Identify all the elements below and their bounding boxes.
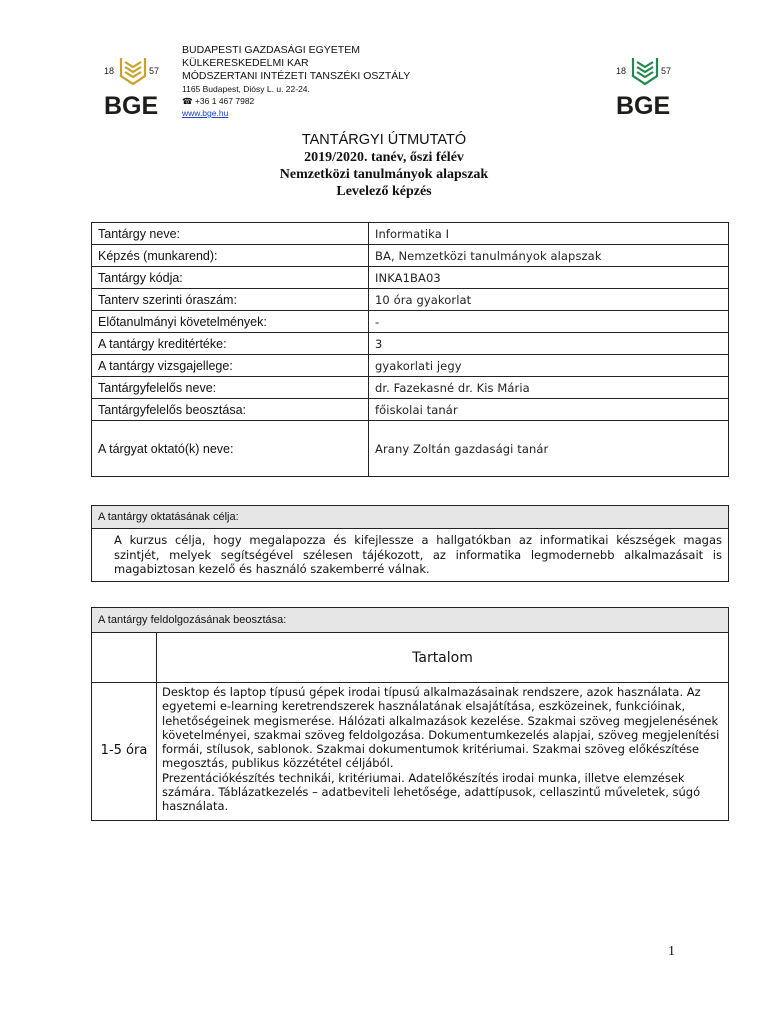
document-title <box>0 132 768 200</box>
table-row: Képzés (munkarend): BA, Nemzetközi tanulmányok alapszak <box>92 245 729 267</box>
table-row: Tanterv szerinti óraszám: 10 óra gyakorlat <box>92 289 729 311</box>
logo-text: BGE <box>104 92 159 120</box>
table-row: A tárgyat oktató(k) neve: Arany Zoltán gazdasági tanár <box>92 421 729 477</box>
time-column-header <box>92 633 157 683</box>
title-year: 2019/2020. tanév, őszi félév <box>304 150 464 165</box>
session-time: 1-5 óra <box>92 683 157 821</box>
title-main: TANTÁRGYI ÚTMUTATÓ <box>301 132 467 148</box>
logo-emblem-icon <box>121 58 145 84</box>
logo-emblem-icon <box>633 58 657 84</box>
title-mode: Levelező képzés <box>336 184 432 199</box>
course-info-table <box>91 222 729 477</box>
page-number: 1 <box>668 944 675 959</box>
website-link[interactable]: www.bge.hu <box>182 108 229 118</box>
institution-name: BUDAPESTI GAZDASÁGI EGYETEM <box>182 44 360 56</box>
institution-header <box>182 44 410 120</box>
bge-logo-right <box>612 56 678 122</box>
course-plan-table <box>91 607 729 821</box>
svg-text:57: 57 <box>661 66 672 76</box>
table-row: Tantárgyfelelős neve: dr. Fazekasné dr. Kis Mária <box>92 377 729 399</box>
table-row: Előtanulmányi követelmények: - <box>92 311 729 333</box>
goal-header: A tantárgy oktatásának célja: <box>92 506 729 529</box>
table-row <box>92 683 729 821</box>
department-name: MÓDSZERTANI INTÉZETI TANSZÉKI OSZTÁLY <box>182 70 411 82</box>
title-program: Nemzetközi tanulmányok alapszak <box>279 167 489 182</box>
svg-text:BGE: BGE <box>616 92 671 120</box>
address: 1165 Budapest, Diósy L. u. 22-24. <box>182 84 310 94</box>
plan-header: A tantárgy feldolgozásának beosztása: <box>92 608 729 633</box>
phone: ☎ +36 1 467 7982 <box>182 96 255 106</box>
table-row: Tantárgy kódja: INKA1BA03 <box>92 267 729 289</box>
svg-text:18: 18 <box>616 66 627 76</box>
logo-year-left: 18 <box>104 66 115 76</box>
table-row: A tantárgy vizsgajellege: gyakorlati jegy <box>92 355 729 377</box>
session-content <box>157 683 729 821</box>
table-row: Tantárgyfelelős beosztása: főiskolai tanár <box>92 399 729 421</box>
goal-text: A kurzus célja, hogy megalapozza és kifejlessze a hallgatókban az informatikai készségek magas szintjét, melyek segítségével szélesen tájékozott, az informatika legmodernebb alkalmazásait is magabiztosan kezelő és használó szakemberré válnak. <box>92 529 729 582</box>
faculty-name: KÜLKERESKEDELMI KAR <box>182 57 309 69</box>
session-content-p2: Prezentációkészítés technikái, kritériumai. Adatelőkészítés irodai munka, illetve elemzések számára. Táblázatkezelés – adatbeviteli lehetősége, adattípusok, cellaszintű műveletek, súgó használata. <box>162 770 701 814</box>
bge-logo-left <box>100 56 166 122</box>
table-row: Tantárgy neve: Informatika I <box>92 223 729 245</box>
course-goal-table <box>91 505 729 582</box>
content-column-header: Tartalom <box>157 633 729 683</box>
table-row: A tantárgy kreditértéke: 3 <box>92 333 729 355</box>
logo-year-right: 57 <box>149 66 160 76</box>
session-content-p1: Desktop és laptop típusú gépek irodai típusú alkalmazásainak rendszere, azok használata. Az egyetemi e-learning keretrendszerek használatának elsajátítása, eszközeinek, funkcióinak, lehetőségeinek megismerése. Hálózati alkalmazások kezelése. Szakmai szöveg megjelenésének követelményei, szakmai szöveg feldolgozása. Dokumentumkezelés alapjai, szöveg megjelenítési formái, stílusok, sablonok. Szakmai dokumentumok kritériumai. Szakmai szöveg előkészítése megosztás, publikus közzététel céljából. <box>162 685 720 771</box>
